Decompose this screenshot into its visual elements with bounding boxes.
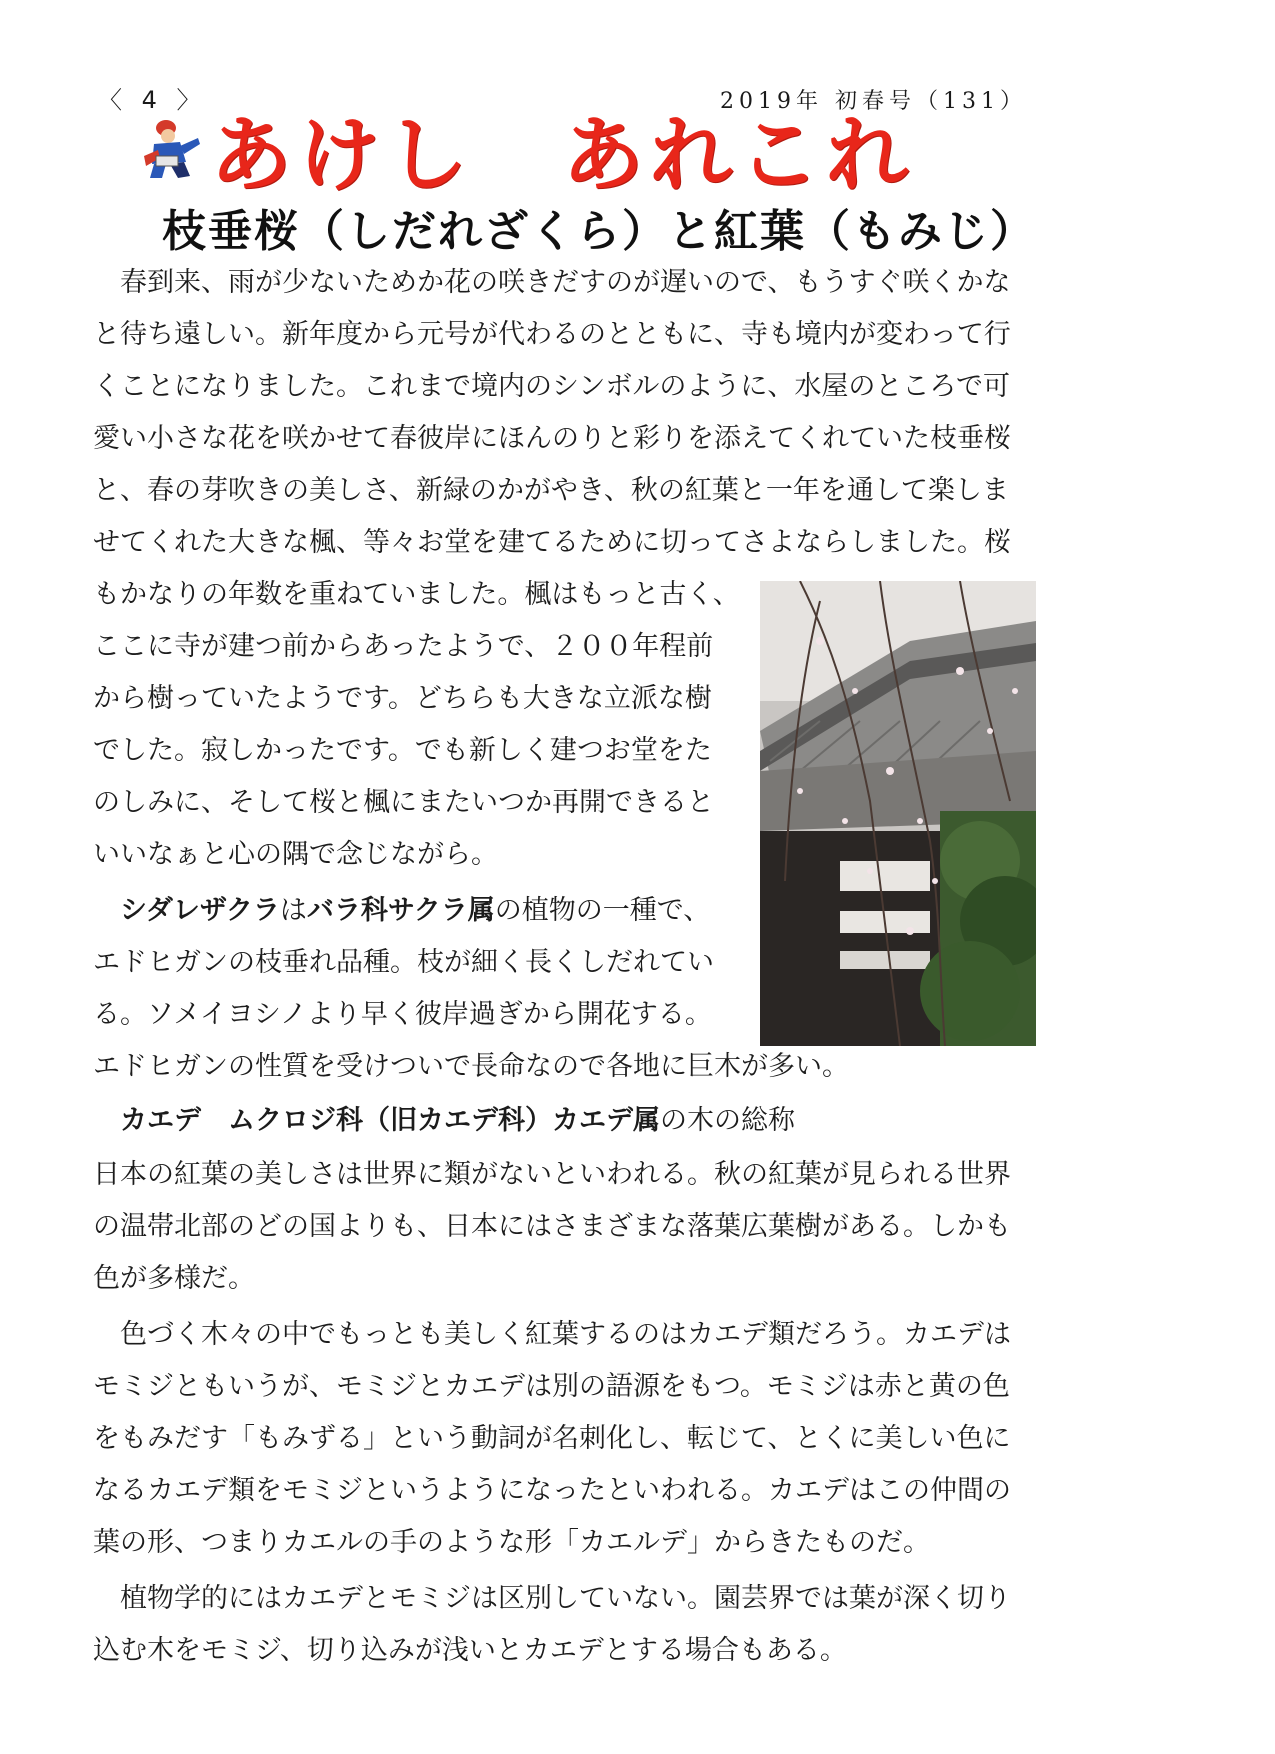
text-line: 春到来、雨が少ないためか花の咲きだすのが遅いので、もうすぐ咲くかな	[120, 267, 1011, 298]
text-fragment: は	[279, 895, 307, 926]
text-line: でした。寂しかったです。でも新しく建つお堂をた	[93, 735, 712, 766]
text-line: のしみに、そして桜と楓にまたいつか再開できると	[93, 787, 714, 818]
text-line: 色づく木々の中でもっとも美しく紅葉するのはカエデ類だろう。カエデは	[120, 1319, 1011, 1350]
temple-cherry-photo	[760, 581, 1036, 1046]
text-line: なるカエデ類をモミジというようになったといわれる。カエデはこの仲間の	[93, 1475, 1011, 1506]
text-line: エドヒガンの性質を受けついで長命なので各地に巨木が多い。	[93, 1051, 849, 1082]
text-line: 植物学的にはカエデとモミジは区別していない。園芸界では葉が深く切り	[120, 1583, 1011, 1614]
text-line: モミジともいうが、モミジとカエデは別の語源をもつ。モミジは赤と黄の色	[93, 1371, 1010, 1402]
text-line: と、春の芽吹きの美しさ、新緑のかがやき、秋の紅葉と一年を通して楽しま	[93, 475, 1009, 506]
text-line-shidarezakura	[120, 894, 710, 928]
mascot-illustration	[136, 116, 204, 182]
text-line: から樹っていたようです。どちらも大きな立派な樹	[93, 683, 712, 714]
text-line: と待ち遠しい。新年度から元号が代わるのとともに、寺も境内が変わって行	[93, 319, 1011, 350]
text-line: 愛い小さな花を咲かせて春彼岸にほんのりと彩りを添えてくれていた枝垂桜	[93, 423, 1011, 454]
text-line: 日本の紅葉の美しさは世界に類がないといわれる。秋の紅葉が見られる世界	[93, 1159, 1011, 1190]
page-number: 〈 4 〉	[98, 86, 207, 114]
issue-label: 2019年 初春号（131）	[720, 89, 1027, 114]
text-line: いいなぁと心の隅で念じながら。	[93, 839, 498, 870]
text-line: の温帯北部のどの国よりも、日本にはさまざまな落葉広葉樹がある。しかも	[93, 1211, 1011, 1242]
article-subtitle: 枝垂桜（しだれざくら）と紅葉（もみじ）	[162, 206, 1036, 257]
text-fragment: の木の総称	[660, 1105, 795, 1136]
text-fragment: の植物の一種で、	[494, 895, 711, 926]
text-line: 葉の形、つまりカエルの手のような形「カエルデ」からきたものだ。	[93, 1527, 930, 1558]
text-line: ここに寺が建つ前からあったようで、２００年程前	[93, 631, 714, 662]
term-bara-family: バラ科サクラ属	[306, 895, 495, 926]
text-line: をもみだす「もみずる」という動詞が名刺化し、転じて、とくに美しい色に	[93, 1423, 1011, 1454]
text-line: 込む木をモミジ、切り込みが浅いとカエデとする場合もある。	[93, 1635, 847, 1666]
text-line: 色が多様だ。	[93, 1263, 255, 1294]
text-line: もかなりの年数を重ねていました。楓はもっと古く、	[93, 579, 740, 610]
text-line-kaede	[120, 1104, 795, 1138]
text-line: せてくれた大きな楓、等々お堂を建てるために切ってさよならしました。桜	[93, 527, 1011, 558]
text-line: エドヒガンの枝垂れ品種。枝が細く長くしだれてい	[93, 947, 714, 978]
term-shidarezakura: シダレザクラ	[120, 895, 280, 926]
text-line: る。ソメイヨシノより早く彼岸過ぎから開花する。	[93, 999, 712, 1030]
text-line: くことになりました。これまで境内のシンボルのように、水屋のところで可	[93, 371, 1011, 402]
term-kaede: カエデ ムクロジ科（旧カエデ科）カエデ属	[120, 1105, 660, 1136]
page-title: あけし あれこれ	[210, 108, 915, 203]
